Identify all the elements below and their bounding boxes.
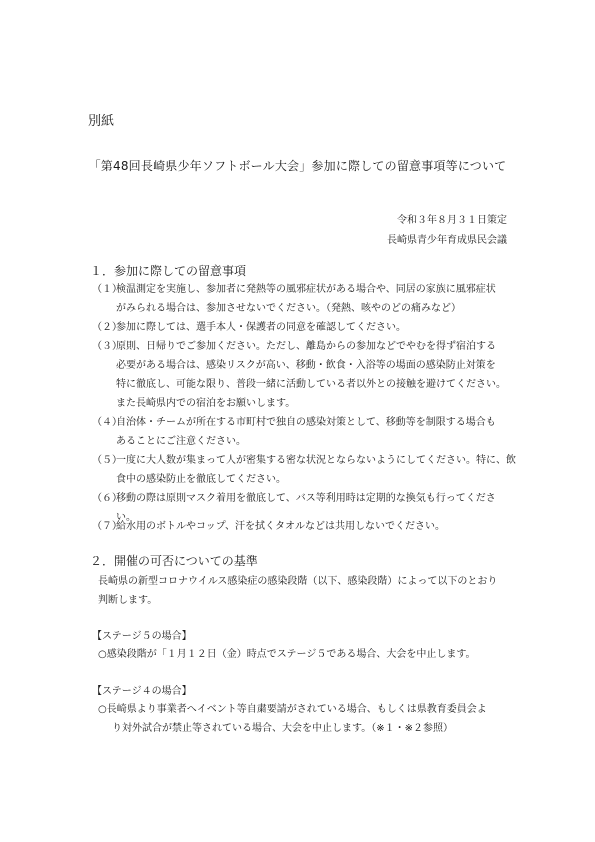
item-line: い。 (116, 512, 136, 523)
item-line: 食中の感染防止を徹底してください。 (116, 474, 286, 485)
item-line: 特に徹底し、可能な限り、普段一緒に活動している者以外との接触を避けてください。 (116, 379, 506, 390)
item-line: 参加に際しては、選手本人・保護者の同意を確認してください。 (116, 322, 406, 333)
item-line: 一度に大人数が集まって人が密集する密な状況とならないようにしてください。特に、飲 (116, 455, 516, 466)
stage5-text: ○感染段階が「１月１２日（金）時点でステージ５である場合、大会を中止します。 (98, 649, 476, 660)
organization-line: 長崎県青少年育成県民会議 (387, 235, 507, 246)
item-line: また長崎県内での宿泊をお願いします。 (116, 398, 296, 409)
list-item (92, 517, 532, 536)
item-line: 自治体・チームが所在する市町村で独自の感染対策として、移動等を制限する場合も (116, 417, 496, 428)
stage4-text (98, 700, 528, 738)
list-item (92, 318, 532, 337)
item-number: （１） (92, 284, 122, 295)
list-item (92, 451, 532, 489)
stage4-line: ○長崎県より事業者へイベント等自粛要請がされている場合、もしくは県教育委員会よ (98, 704, 487, 715)
list-item (92, 413, 532, 451)
item-line: あることにご注意ください。 (116, 436, 246, 447)
list-item (92, 280, 532, 318)
stage4-label: 【ステージ４の場合】 (92, 686, 192, 697)
section2-intro (98, 572, 528, 610)
item-line: 移動の際は原則マスク着用を徹底して、バス等利用時は定期的な換気も行ってくださ (116, 493, 496, 504)
date-line: 令和３年８月３１日策定 (397, 215, 507, 226)
intro-line: 長崎県の新型コロナウイルス感染症の感染段階（以下、感染段階）によって以下のとおり (98, 576, 498, 587)
item-line: 給水用のボトルやコップ、汗を拭くタオルなどは共用しないでください。 (116, 521, 445, 532)
item-number: （５） (92, 455, 122, 466)
section2-heading: ２．開催の可否についての基準 (90, 554, 258, 568)
document-title: 「第48回長崎県少年ソフトボール大会」参加に際しての留意事項等について (88, 159, 507, 173)
list-item (92, 337, 532, 413)
attachment-label: 別紙 (88, 114, 115, 129)
item-line: 検温測定を実施し、参加者に発熱等の風邪症状がある場合や、同居の家族に風邪症状 (116, 284, 496, 295)
item-line: 原則、日帰りでご参加ください。ただし、離島からの参加などでやむを得ず宿泊する (116, 341, 496, 352)
item-number: （４） (92, 417, 122, 428)
item-line: 必要がある場合は、感染リスクが高い、移動・飲食・入浴等の場面の感染防止対策を (116, 360, 496, 371)
stage5-label: 【ステージ５の場合】 (92, 631, 192, 642)
item-number: （６） (92, 493, 122, 504)
item-line: がみられる場合は、参加させないでください。（発熱、咳やのどの痛みなど） (116, 303, 461, 314)
intro-line: 判断します。 (98, 595, 158, 606)
item-number: （２） (92, 322, 122, 333)
item-number: （３） (92, 341, 122, 352)
section1-heading: １．参加に際しての留意事項 (90, 264, 247, 278)
stage4-line: り対外試合が禁止等されている場合、大会を中止します。（※１・※２参照） (112, 723, 453, 734)
item-number: （７） (92, 521, 122, 532)
